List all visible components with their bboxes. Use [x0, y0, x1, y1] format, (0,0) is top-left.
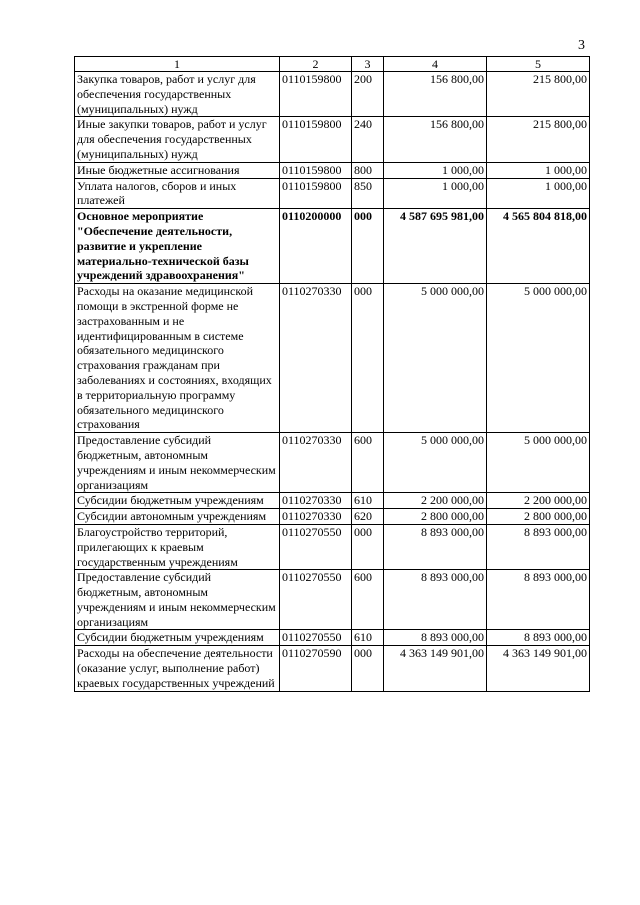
- row-type-cell: 850: [352, 178, 384, 209]
- row-sum-5-cell: 215 800,00: [487, 117, 590, 162]
- row-code-cell: 0110270550: [280, 570, 352, 630]
- row-code-cell: 0110159800: [280, 72, 352, 117]
- row-name-cell: Расходы на обеспечение деятельности (оказание услуг, выполнение работ) краевых государственных учреждений: [75, 646, 280, 691]
- row-sum-5-cell: 8 893 000,00: [487, 630, 590, 646]
- row-sum-5-cell: 4 565 804 818,00: [487, 209, 590, 284]
- row-sum-4-cell: 1 000,00: [384, 162, 487, 178]
- row-sum-5-cell: 8 893 000,00: [487, 570, 590, 630]
- header-cell-sum-4: 4: [384, 57, 487, 72]
- row-type-cell: 240: [352, 117, 384, 162]
- row-sum-4-cell: 156 800,00: [384, 117, 487, 162]
- row-type-cell: 200: [352, 72, 384, 117]
- row-sum-5-cell: 1 000,00: [487, 178, 590, 209]
- row-code-cell: 0110270590: [280, 646, 352, 691]
- header-cell-type: 3: [352, 57, 384, 72]
- row-sum-4-cell: 8 893 000,00: [384, 524, 487, 569]
- budget-table: [74, 56, 590, 692]
- row-type-cell: 600: [352, 433, 384, 493]
- row-sum-5-cell: 2 200 000,00: [487, 493, 590, 509]
- row-name-cell: Уплата налогов, сборов и иных платежей: [75, 178, 280, 209]
- row-code-cell: 0110270550: [280, 524, 352, 569]
- table-row: [75, 646, 590, 691]
- row-code-cell: 0110270330: [280, 493, 352, 509]
- row-name-cell: Субсидии автономным учреждениям: [75, 509, 280, 525]
- row-type-cell: 620: [352, 509, 384, 525]
- row-sum-5-cell: 2 800 000,00: [487, 509, 590, 525]
- row-name-cell: Субсидии бюджетным учреждениям: [75, 493, 280, 509]
- row-type-cell: 600: [352, 570, 384, 630]
- header-cell-name: 1: [75, 57, 280, 72]
- row-sum-5-cell: 8 893 000,00: [487, 524, 590, 569]
- row-sum-4-cell: 5 000 000,00: [384, 433, 487, 493]
- page-number: 3: [578, 38, 585, 53]
- row-name-cell: Расходы на оказание медицинской помощи в экстренной форме не застрахованным и не идентифицированным в системе обязательного медицинского страхования гражданам при заболеваниях и состояниях, входящих в территориальную программу обязательного медицинского страхования: [75, 284, 280, 433]
- row-code-cell: 0110270330: [280, 509, 352, 525]
- row-sum-4-cell: 4 587 695 981,00: [384, 209, 487, 284]
- row-name-cell: Иные бюджетные ассигнования: [75, 162, 280, 178]
- row-name-cell: Основное мероприятие "Обеспечение деятельности, развитие и укрепление материально-технической базы учреждений здравоохранения": [75, 209, 280, 284]
- row-code-cell: 0110159800: [280, 162, 352, 178]
- row-type-cell: 800: [352, 162, 384, 178]
- header-row: [75, 57, 590, 72]
- row-type-cell: 000: [352, 524, 384, 569]
- row-sum-4-cell: 1 000,00: [384, 178, 487, 209]
- row-name-cell: Субсидии бюджетным учреждениям: [75, 630, 280, 646]
- table-row: [75, 570, 590, 630]
- row-code-cell: 0110159800: [280, 117, 352, 162]
- row-code-cell: 0110159800: [280, 178, 352, 209]
- row-sum-5-cell: 4 363 149 901,00: [487, 646, 590, 691]
- table-row: [75, 178, 590, 209]
- row-type-cell: 000: [352, 209, 384, 284]
- row-code-cell: 0110270330: [280, 284, 352, 433]
- row-name-cell: Благоустройство территорий, прилегающих к краевым государственным учреждениям: [75, 524, 280, 569]
- row-sum-4-cell: 5 000 000,00: [384, 284, 487, 433]
- row-sum-4-cell: 2 200 000,00: [384, 493, 487, 509]
- table-row: [75, 117, 590, 162]
- row-sum-4-cell: 8 893 000,00: [384, 570, 487, 630]
- row-sum-5-cell: 5 000 000,00: [487, 433, 590, 493]
- row-type-cell: 000: [352, 646, 384, 691]
- header-cell-code: 2: [280, 57, 352, 72]
- row-sum-4-cell: 156 800,00: [384, 72, 487, 117]
- table-row: [75, 162, 590, 178]
- row-code-cell: 0110200000: [280, 209, 352, 284]
- row-name-cell: Иные закупки товаров, работ и услуг для обеспечения государственных (муниципальных) нужд: [75, 117, 280, 162]
- table-row: [75, 433, 590, 493]
- header-cell-sum-5: 5: [487, 57, 590, 72]
- row-sum-4-cell: 2 800 000,00: [384, 509, 487, 525]
- table-row: [75, 509, 590, 525]
- row-name-cell: Предоставление субсидий бюджетным, автономным учреждениям и иным некоммерческим организациям: [75, 433, 280, 493]
- row-sum-4-cell: 8 893 000,00: [384, 630, 487, 646]
- table-row: [75, 209, 590, 284]
- row-code-cell: 0110270550: [280, 630, 352, 646]
- row-name-cell: Предоставление субсидий бюджетным, автономным учреждениям и иным некоммерческим организациям: [75, 570, 280, 630]
- row-sum-4-cell: 4 363 149 901,00: [384, 646, 487, 691]
- table-row: [75, 284, 590, 433]
- row-type-cell: 610: [352, 493, 384, 509]
- table-row: [75, 72, 590, 117]
- row-sum-5-cell: 1 000,00: [487, 162, 590, 178]
- row-sum-5-cell: 5 000 000,00: [487, 284, 590, 433]
- row-type-cell: 610: [352, 630, 384, 646]
- table-row: [75, 630, 590, 646]
- row-name-cell: Закупка товаров, работ и услуг для обеспечения государственных (муниципальных) нужд: [75, 72, 280, 117]
- row-code-cell: 0110270330: [280, 433, 352, 493]
- table-row: [75, 524, 590, 569]
- row-type-cell: 000: [352, 284, 384, 433]
- row-sum-5-cell: 215 800,00: [487, 72, 590, 117]
- table-row: [75, 493, 590, 509]
